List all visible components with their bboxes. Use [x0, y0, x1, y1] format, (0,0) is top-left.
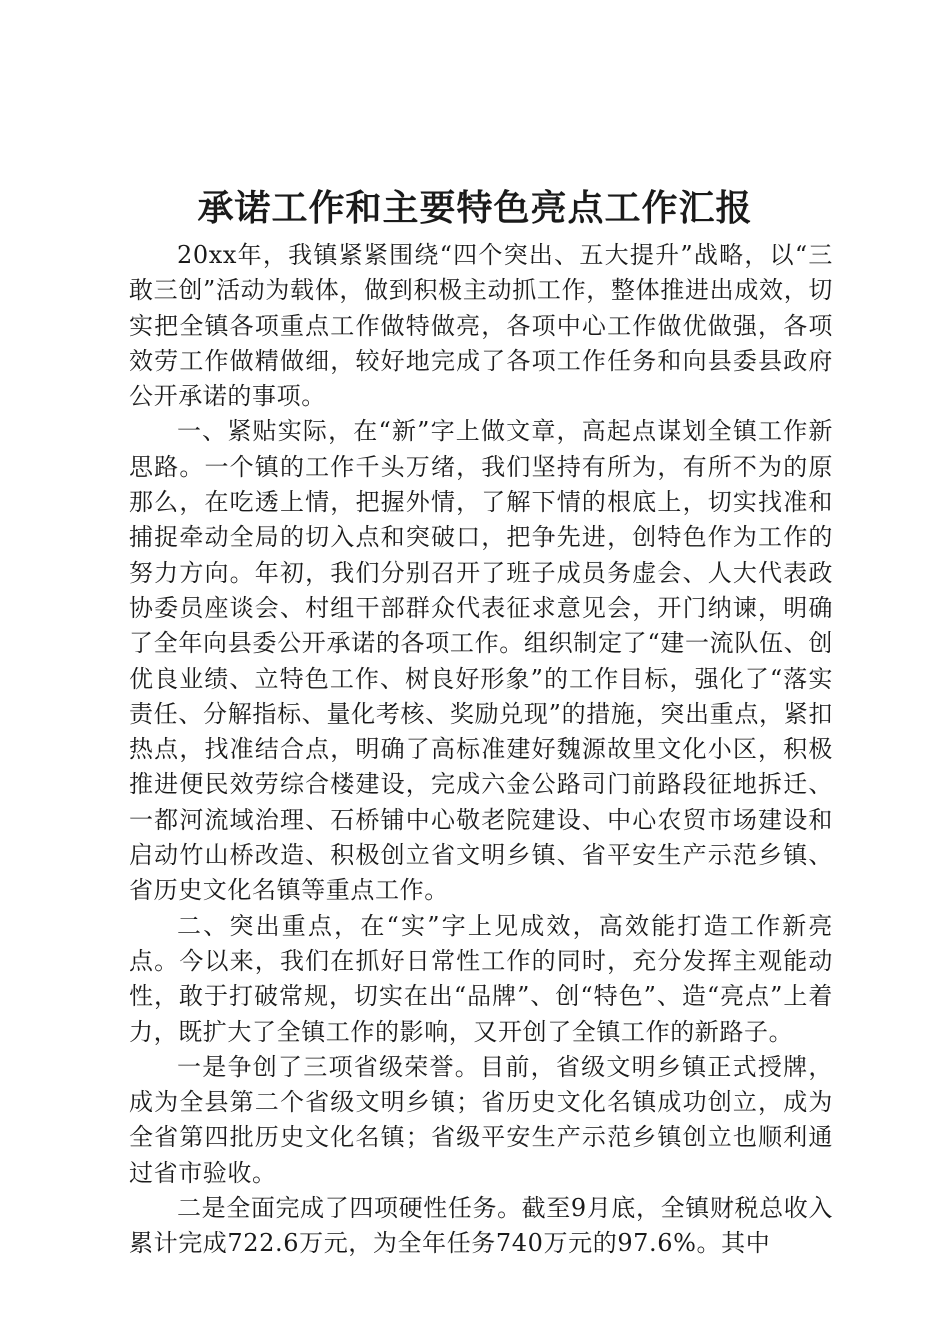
paragraph-item-one: 一是争创了三项省级荣誉。目前，省级文明乡镇正式授牌，成为全县第二个省级文明乡镇；省历史文化名镇成功创立，成为全省第四批历史文化名镇；省级平安生产示范乡镇创立也顺利通过省市验收。	[129, 1052, 833, 1187]
paragraph-intro: 20xx年，我镇紧紧围绕“四个突出、五大提升”战略，以“三敢三创”活动为载体，做到积极主动抓工作，整体推进出成效，切实把全镇各项重点工作做特做亮，各项中心工作做优做强，各项效劳工作做精做细，较好地完成了各项工作任务和向县委县政府公开承诺的事项。	[129, 241, 833, 411]
paragraph-section-one: 一、紧贴实际，在“新”字上做文章，高起点谋划全镇工作新思路。一个镇的工作千头万绪，我们坚持有所为，有所不为的原那么，在吃透上情，把握外情，了解下情的根底上，切实找准和捕捉牵动全局的切入点和突破口，把争先进，创特色作为工作的努力方向。年初，我们分别召开了班子成员务虚会、人大代表政协委员座谈会、村组干部群众代表征求意见会，开门纳谏，明确了全年向县委公开承诺的各项工作。组织制定了“建一流队伍、创优良业绩、立特色工作、树良好形象”的工作目标，强化了“落实责任、分解指标、量化考核、奖励兑现”的措施，突出重点，紧扣热点，找准结合点，明确了高标准建好魏源故里文化小区，积极推进便民效劳综合楼建设，完成六金公路司门前路段征地拆迁、一都河流域治理、石桥铺中心敬老院建设、中心农贸市场建设和启动竹山桥改造、积极创立省文明乡镇、省平安生产示范乡镇、省历史文化名镇等重点工作。	[129, 417, 833, 905]
document-body	[129, 238, 833, 1262]
paragraph-section-two: 二、突出重点，在“实”字上见成效，高效能打造工作新亮点。今以来，我们在抓好日常性工作的同时，充分发挥主观能动性，敢于打破常规，切实在出“品牌”、创“特色”、造“亮点”上着力，既扩大了全镇工作的影响，又开创了全镇工作的新路子。	[129, 911, 833, 1046]
paragraph-item-two: 二是全面完成了四项硬性任务。截至9月底，全镇财税总收入累计完成722.6万元，为全年任务740万元的97.6%。其中	[129, 1194, 833, 1258]
document-title: 承诺工作和主要特色亮点工作汇报	[197, 187, 753, 229]
